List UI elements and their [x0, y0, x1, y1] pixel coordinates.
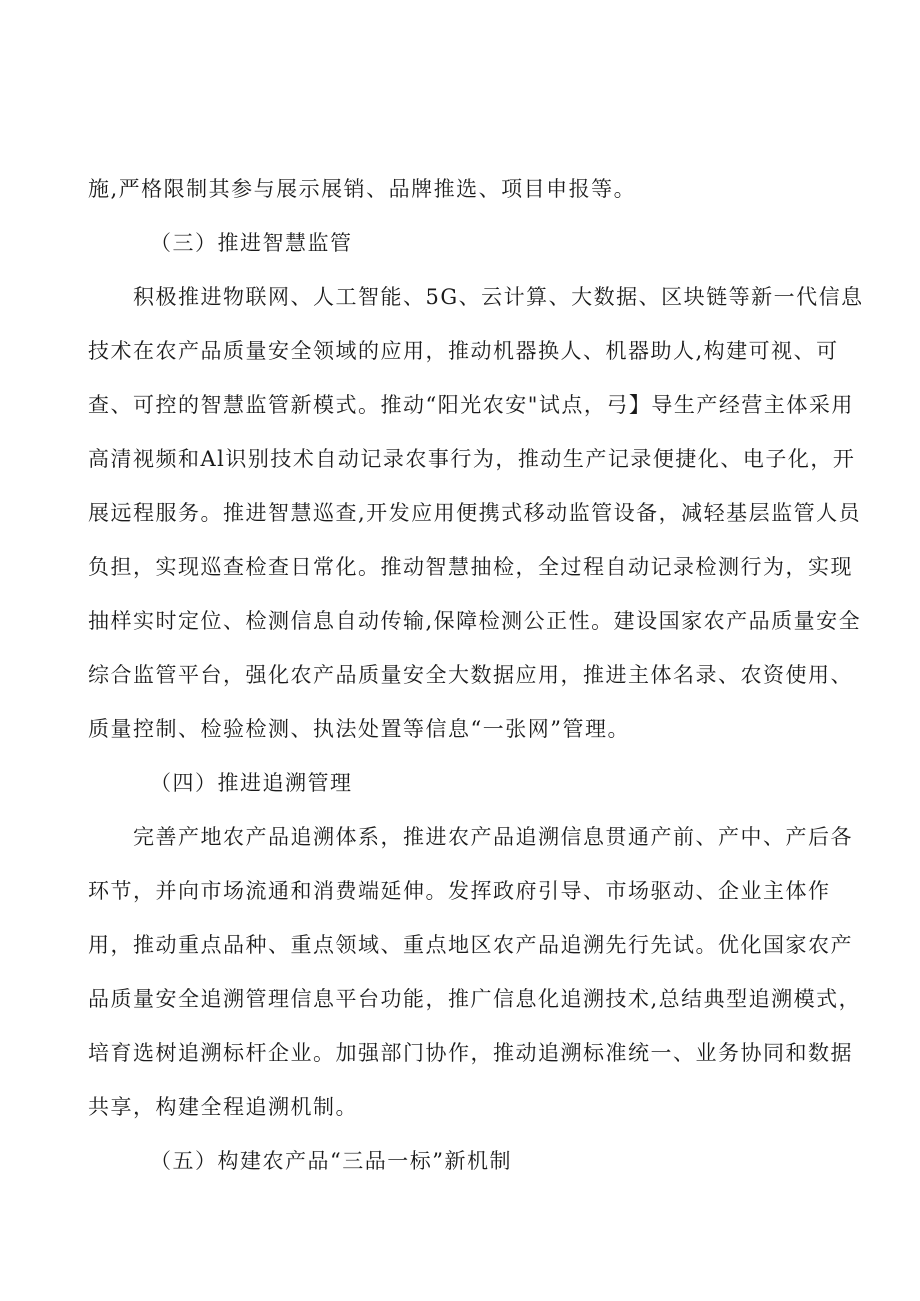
paragraph-line: 用，推动重点品种、重点领域、重点地区农产品追溯先行先试。优化国家农产 — [88, 933, 853, 957]
paragraph-line: 环节，并向市场流通和消费端延伸。发挥政府引导、市场驱动、企业主体作 — [88, 879, 831, 903]
section-heading-5: （五）构建农产品“三品一标”新机制 — [150, 1149, 512, 1173]
paragraph-line: 积极推进物联网、人工智能、5G、云计算、大数据、区块链等新一代信息 — [133, 285, 864, 309]
paragraph-line: 完善产地农产品追溯体系，推进农产品追溯信息贯通产前、产中、产后各 — [133, 825, 853, 849]
section-heading-4: （四）推进追溯管理 — [150, 771, 353, 795]
paragraph-line: 品质量安全追溯管理信息平台功能，推广信息化追溯技术,总结典型追溯模式， — [88, 987, 862, 1011]
paragraph-line: 培育选树追溯标杆企业。加强部门协作，推动追溯标准统一、业务协同和数据 — [88, 1041, 853, 1065]
paragraph-line: 综合监管平台，强化农产品质量安全大数据应用，推进主体名录、农资使用、 — [88, 663, 853, 687]
paragraph-line: 质量控制、检验检测、执法处置等信息“一张网”管理。 — [88, 717, 630, 741]
paragraph-line: 技术在农产品质量安全领域的应用，推动机器换人、机器助人,构建可视、可 — [88, 339, 839, 363]
paragraph-line: 负担，实现巡查检查日常化。推动智慧抽检，全过程自动记录检测行为，实现 — [88, 555, 853, 579]
paragraph-line: 共享，构建全程追溯机制。 — [88, 1095, 358, 1119]
text-line: 施,严格限制其参与展示展销、品牌推选、项目申报等。 — [88, 177, 637, 201]
paragraph-line: 查、可控的智慧监管新模式。推动“阳光农安"试点，弓】导生产经营主体采用 — [88, 393, 854, 417]
paragraph-line: 高清视频和Al识别技术自动记录农事行为，推动生产记录便捷化、电子化，开 — [88, 447, 856, 471]
paragraph-line: 展远程服务。推进智慧巡查,开发应用便携式移动监管设备，减轻基层监管人员 — [88, 501, 862, 525]
section-heading-3: （三）推进智慧监管 — [150, 231, 353, 255]
paragraph-line: 抽样实时定位、检测信息自动传输,保障检测公正性。建设国家农产品质量安全 — [88, 609, 862, 633]
